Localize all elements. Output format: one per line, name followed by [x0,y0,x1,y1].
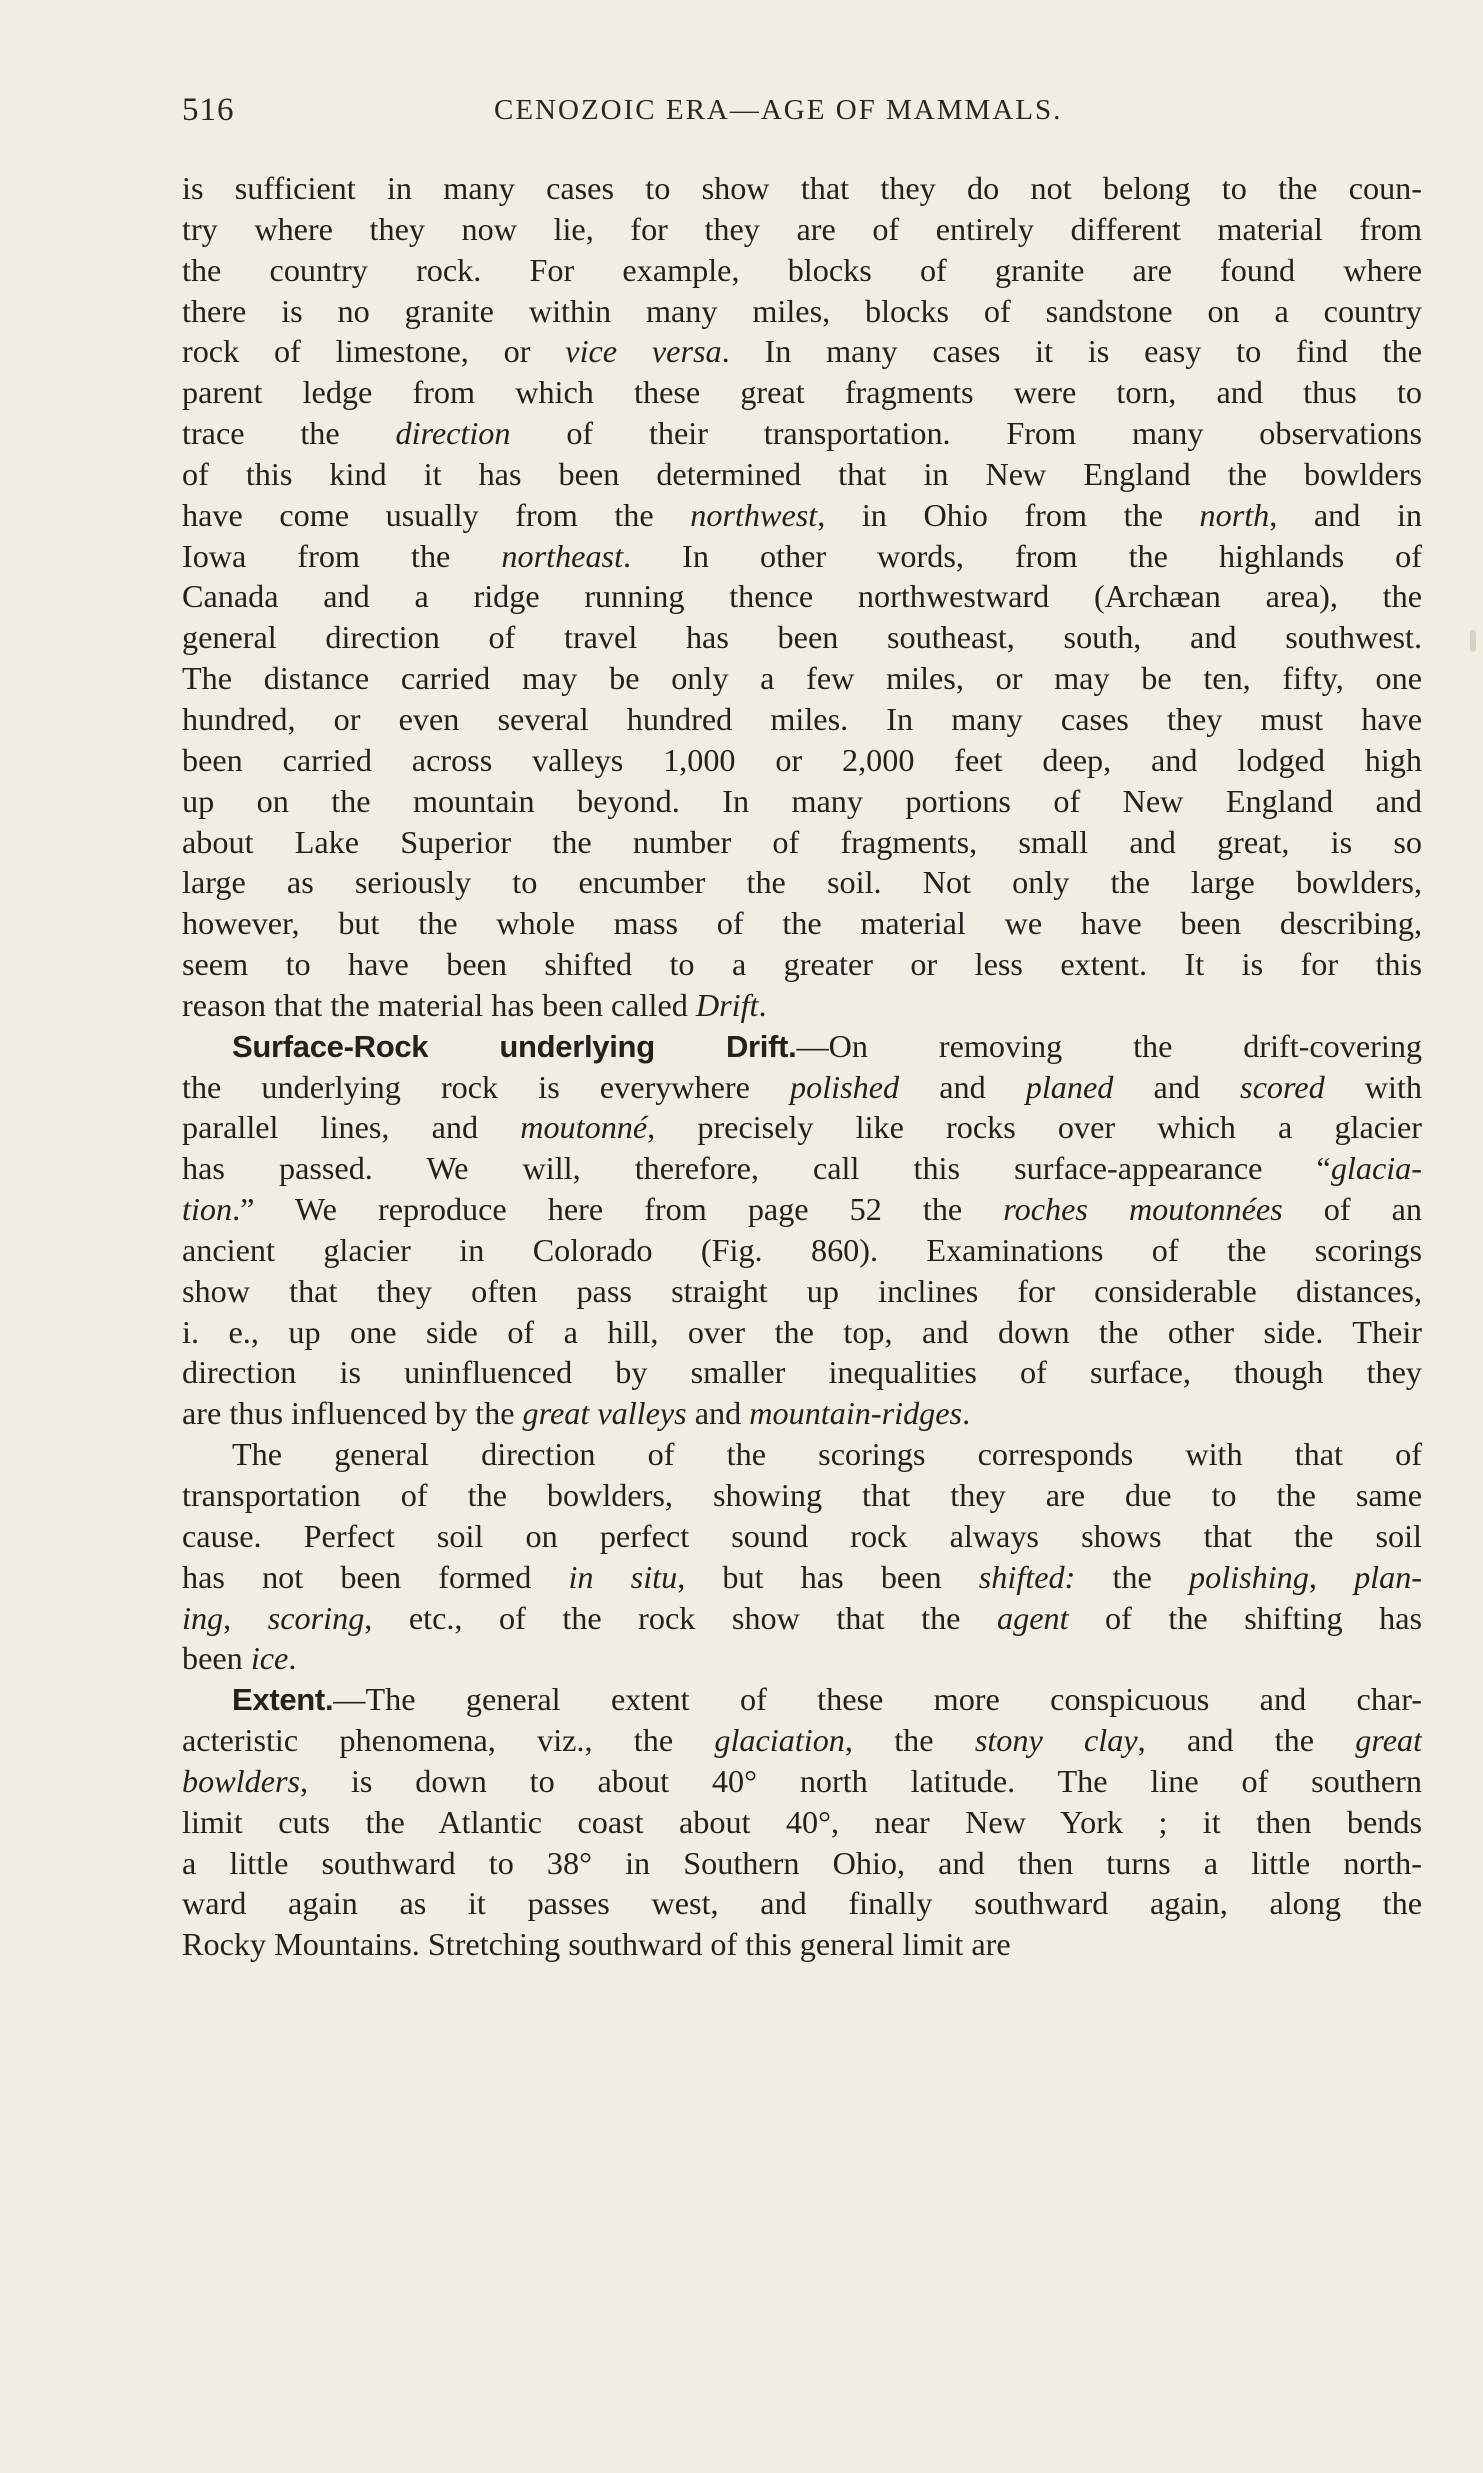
text-line [182,1598,1422,1639]
text-run: trace the [182,415,396,452]
text-line [182,495,1422,536]
text-line [182,1638,1422,1679]
text-run: Rocky Mountains. Stretching southward of this general limit are [182,1926,1011,1963]
italic-text: in situ [568,1558,678,1595]
text-line [182,1802,1422,1843]
italic-text: roches moutonnées [1003,1191,1283,1228]
text-run: seem to have been shifted to a greater or less extent. It is for this [182,946,1422,983]
text-run: ancient glacier in Colorado (Fig. 860). Examinations of the scorings [182,1231,1422,1268]
text-run: and [899,1068,1026,1105]
text-run: is sufficient in many cases to show that they do not belong to the coun- [182,170,1422,206]
text-run: the underlying rock is everywhere [182,1068,791,1105]
text-run: The general direction of the scorings corresponds with that of [232,1436,1422,1473]
italic-text: tion [182,1191,233,1228]
text-run: about Lake Superior the number of fragments, small and great, is so [182,823,1422,860]
text-line [182,536,1422,577]
text-line [182,903,1422,944]
text-line [182,985,1422,1026]
text-line [182,1843,1422,1884]
italic-text: scored [1240,1068,1325,1105]
text-run: of an [1282,1191,1422,1228]
text-run: rock of limestone, or [182,333,566,370]
italic-text: great [1355,1722,1422,1759]
text-run: . [758,986,767,1023]
text-run: ward again as it passes west, and finally southward again, along the [182,1885,1422,1922]
italic-text: moutonné [520,1109,648,1146]
text-line [182,413,1422,454]
text-run: limit cuts the Atlantic coast about 40°, near New York ; it then bends [182,1803,1422,1840]
italic-text: glaciation [714,1722,845,1759]
italic-text: agent [997,1599,1069,1636]
italic-text: glacia- [1330,1150,1422,1187]
text-line [182,209,1422,250]
italic-text: stony clay [974,1722,1138,1759]
italic-text: scoring [267,1599,365,1636]
text-run: Iowa from the [182,537,502,574]
text-run: been [182,1640,251,1677]
text-run: The distance carried may be only a few miles, or may be ten, fifty, one [182,660,1422,697]
text-run: has passed. We will, therefore, call this surface-appearance “ [182,1150,1331,1187]
text-run: reason that the material has been called [182,986,696,1023]
italic-text: direction [395,415,511,452]
text-run: general direction of travel has been southeast, south, and southwest. [182,619,1422,656]
text-line [182,1475,1422,1516]
text-line [182,1067,1422,1108]
text-line [182,1026,1422,1067]
text-run: transportation of the bowlders, showing that they are due to the same [182,1477,1422,1513]
text-run: , and in [1269,496,1422,533]
italic-text: mountain-ridges [749,1395,963,1432]
text-line [182,1679,1422,1720]
text-run: have come usually from the [182,496,691,533]
text-run: . [962,1395,971,1432]
text-run: show that they often pass straight up inclines for considerable distances, [182,1272,1422,1309]
text-line [182,1557,1422,1598]
running-head: CENOZOIC ERA—AGE OF MAMMALS. [494,94,1063,126]
text-line [182,862,1422,903]
text-line [182,291,1422,332]
paper-blemish [1470,630,1476,652]
text-run: , precisely like rocks over which a glacier [647,1109,1422,1146]
text-run: there is no granite within many miles, blocks of sandstone on a country [182,292,1422,329]
text-run: and [686,1395,750,1432]
section-heading: Extent. [232,1682,334,1718]
italic-text: bowlders [182,1762,301,1799]
italic-text: polished [790,1068,900,1105]
text-line [182,1761,1422,1802]
section-heading: Surface-Rock underlying Drift. [232,1028,797,1064]
text-run: —The general extent of these more conspicuous and char- [333,1681,1422,1718]
italic-text: north [1199,496,1270,533]
text-line [182,372,1422,413]
italic-text: shifted: [978,1558,1076,1595]
text-run: , and the [1137,1722,1356,1759]
text-run: . In other words, from the highlands of [623,537,1422,574]
text-run: has not been formed [182,1558,569,1595]
text-run: hundred, or even several hundred miles. In many cases they must have [182,700,1422,737]
text-run: direction is uninfluenced by smaller inequalities of surface, though they [182,1354,1422,1391]
text-run: , in Ohio from the [817,496,1200,533]
text-run: , [223,1599,268,1636]
text-line [182,454,1422,495]
text-line [182,699,1422,740]
text-run: however, but the whole mass of the material we have been describing, [182,905,1422,942]
text-line [182,1148,1422,1189]
text-line [182,1516,1422,1557]
text-line [182,168,1422,209]
text-line [182,822,1422,863]
text-line [182,331,1422,372]
italic-text: polishing [1189,1558,1309,1595]
text-run: a little southward to 38° in Southern Ohio, and then turns a little north- [182,1844,1422,1881]
text-line [182,658,1422,699]
italic-text: vice versa [565,333,722,370]
text-run: , the [844,1722,975,1759]
text-run: are thus influenced by the [182,1395,523,1432]
text-run: of the shifting has [1068,1599,1422,1636]
text-line [182,1434,1422,1475]
text-run: of this kind it has been determined that in New England the bowlders [182,455,1422,492]
italic-text: plan- [1354,1558,1422,1595]
text-line [182,944,1422,985]
text-line [182,1189,1422,1230]
text-run: the country rock. For example, blocks of granite are found where [182,251,1422,288]
text-line [182,1883,1422,1924]
text-line [182,1720,1422,1761]
text-run: parent ledge from which these great fragments were torn, and thus to [182,374,1422,411]
text-run: with [1324,1068,1422,1105]
text-run: acteristic phenomena, viz., the [182,1722,715,1759]
text-run: and [1113,1068,1241,1105]
text-run: the [1075,1558,1189,1595]
text-run: parallel lines, and [182,1109,521,1146]
text-line [182,1230,1422,1271]
text-run: . In many cases it is easy to find the [721,333,1422,370]
text-run: . [288,1640,297,1677]
text-line [182,781,1422,822]
text-line [182,1924,1422,1965]
text-run: try where they now lie, for they are of entirely different material from [182,210,1422,247]
text-run: large as seriously to encumber the soil. Not only the large bowlders, [182,864,1422,901]
text-run: , but has been [677,1558,979,1595]
text-run: , etc., of the rock show that the [364,1599,997,1636]
italic-text: ing [182,1599,224,1636]
text-line [182,576,1422,617]
text-line [182,1271,1422,1312]
italic-text: northwest [690,496,818,533]
text-run: cause. Perfect soil on perfect sound rock always shows that the soil [182,1517,1422,1554]
italic-text: planed [1025,1068,1114,1105]
text-run: Canada and a ridge running thence northwestward (Archæan area), the [182,578,1422,615]
italic-text: ice [250,1640,289,1677]
text-line [182,1107,1422,1148]
italic-text: northeast [501,537,624,574]
text-run: .” We reproduce here from page 52 the [232,1191,1004,1228]
text-run: , is down to about 40° north latitude. The line of southern [300,1762,1422,1799]
text-run: up on the mountain beyond. In many portions of New England and [182,782,1422,819]
page-header [182,92,1422,132]
text-run: —On removing the drift-covering [796,1027,1422,1064]
text-run: , [1308,1558,1355,1595]
italic-text: Drift [695,986,759,1023]
text-line [182,1393,1422,1434]
italic-text: great valleys [522,1395,687,1432]
text-line [182,740,1422,781]
body-text [182,168,1422,1965]
text-line [182,1352,1422,1393]
text-line [182,617,1422,658]
text-line [182,1312,1422,1353]
text-line [182,250,1422,291]
text-run: of their transportation. From many observations [510,415,1422,452]
text-run: been carried across valleys 1,000 or 2,000 feet deep, and lodged high [182,741,1422,778]
page-number: 516 [182,92,235,128]
text-run: i. e., up one side of a hill, over the top, and down the other side. Their [182,1313,1422,1350]
